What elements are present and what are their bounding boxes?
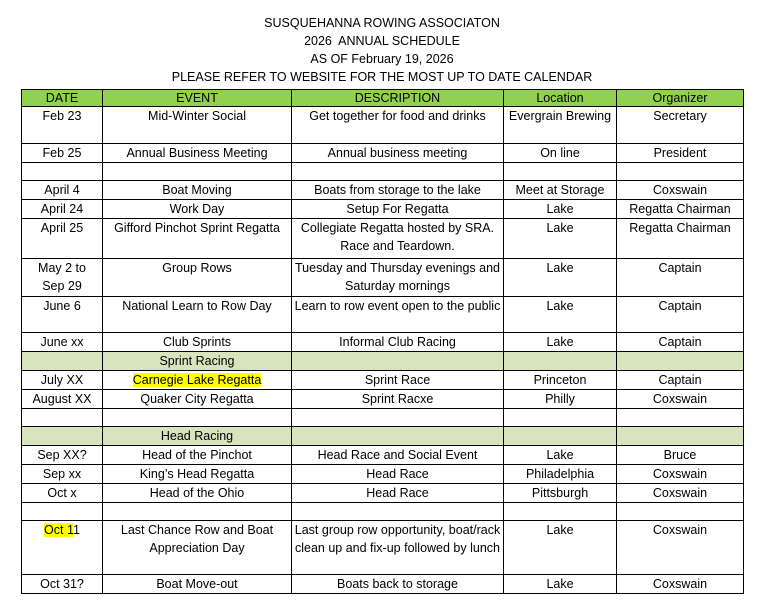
- col-header-event: EVENT: [103, 90, 292, 107]
- cell-empty: [504, 427, 617, 446]
- cell-location: Lake: [504, 333, 617, 352]
- cell-event: Annual Business Meeting: [103, 144, 292, 163]
- cell-organizer: Coxswain: [617, 465, 744, 484]
- table-row: [22, 390, 744, 409]
- highlighted-date: Oct 1: [44, 523, 73, 537]
- cell-date: May 2 to Sep 29: [22, 259, 103, 297]
- table-row: [22, 259, 744, 297]
- cell-event: Quaker City Regatta: [103, 390, 292, 409]
- table-row: [22, 575, 744, 594]
- cell-event: Boat Moving: [103, 181, 292, 200]
- table-row: [22, 333, 744, 352]
- blank-row: [22, 163, 744, 181]
- cell-empty: [103, 503, 292, 521]
- cell-empty: [292, 503, 504, 521]
- cell-empty: [22, 409, 103, 427]
- cell-organizer: Captain: [617, 371, 744, 390]
- cell-location: Lake: [504, 200, 617, 219]
- cell-date: July XX: [22, 371, 103, 390]
- cell-description: Last group row opportunity, boat/rack clean up and fix-up followed by lunch: [292, 521, 504, 575]
- cell-empty: [617, 503, 744, 521]
- cell-empty: [617, 352, 744, 371]
- col-header-organizer: Organizer: [617, 90, 744, 107]
- cell-empty: [504, 409, 617, 427]
- cell-event: Head of the Ohio: [103, 484, 292, 503]
- cell-empty: [22, 163, 103, 181]
- blank-row: [22, 409, 744, 427]
- cell-event: Last Chance Row and Boat Appreciation Day: [103, 521, 292, 575]
- table-row: [22, 297, 744, 333]
- cell-location: Meet at Storage: [504, 181, 617, 200]
- cell-location: Pittsburgh: [504, 484, 617, 503]
- website-notice: PLEASE REFER TO WEBSITE FOR THE MOST UP TO DATE CALENDAR: [171, 70, 593, 84]
- cell-empty: [617, 163, 744, 181]
- date-suffix: 1: [73, 523, 80, 537]
- cell-location: Philly: [504, 390, 617, 409]
- cell-empty: [22, 427, 103, 446]
- table-row: [22, 219, 744, 259]
- cell-location: Lake: [504, 219, 617, 259]
- cell-organizer: Coxswain: [617, 390, 744, 409]
- as-of-date: AS OF February 19, 2026: [310, 52, 454, 66]
- table-row: [22, 446, 744, 465]
- cell-organizer: Bruce: [617, 446, 744, 465]
- cell-location: Lake: [504, 521, 617, 575]
- cell-description: Get together for food and drinks: [292, 107, 504, 144]
- cell-description: Sprint Racxe: [292, 390, 504, 409]
- cell-description: Collegiate Regatta hosted by SRA. Race and Teardown.: [292, 219, 504, 259]
- cell-empty: [292, 427, 504, 446]
- cell-empty: [292, 352, 504, 371]
- cell-empty: [103, 409, 292, 427]
- cell-description: Learn to row event open to the public: [292, 297, 504, 333]
- table-row: [22, 107, 744, 144]
- cell-empty: [22, 352, 103, 371]
- table-row: [22, 144, 744, 163]
- cell-event: King’s Head Regatta: [103, 465, 292, 484]
- section-label: Head Racing: [103, 427, 292, 446]
- table-row: [22, 521, 744, 575]
- cell-organizer: Regatta Chairman: [617, 219, 744, 259]
- cell-location: Princeton: [504, 371, 617, 390]
- cell-event: Group Rows: [103, 259, 292, 297]
- cell-date: April 25: [22, 219, 103, 259]
- cell-organizer: Coxswain: [617, 181, 744, 200]
- org-title: SUSQUEHANNA ROWING ASSOCIATON: [264, 16, 500, 30]
- col-header-date: DATE: [22, 90, 103, 107]
- cell-empty: [617, 409, 744, 427]
- cell-empty: [617, 427, 744, 446]
- cell-location: Lake: [504, 575, 617, 594]
- cell-organizer: President: [617, 144, 744, 163]
- table-row: [22, 181, 744, 200]
- cell-date: August XX: [22, 390, 103, 409]
- cell-empty: [292, 163, 504, 181]
- schedule-table: [21, 89, 744, 594]
- cell-organizer: Captain: [617, 333, 744, 352]
- cell-description: Head Race: [292, 484, 504, 503]
- cell-description: Setup For Regatta: [292, 200, 504, 219]
- cell-date: April 24: [22, 200, 103, 219]
- table-row: [22, 484, 744, 503]
- cell-date: Feb 23: [22, 107, 103, 144]
- cell-date: Sep XX?: [22, 446, 103, 465]
- cell-event: Gifford Pinchot Sprint Regatta: [103, 219, 292, 259]
- cell-event: Mid-Winter Social: [103, 107, 292, 144]
- section-row-sprint-racing: [22, 352, 744, 371]
- cell-description: Head Race and Social Event: [292, 446, 504, 465]
- cell-description: Sprint Race: [292, 371, 504, 390]
- table-header-row: [22, 90, 744, 107]
- cell-empty: [103, 163, 292, 181]
- cell-date: Sep xx: [22, 465, 103, 484]
- cell-event: [103, 371, 292, 390]
- schedule-subtitle: 2026 ANNUAL SCHEDULE: [304, 34, 460, 48]
- highlighted-event: Carnegie Lake Regatta: [132, 373, 262, 387]
- cell-empty: [504, 352, 617, 371]
- cell-empty: [504, 163, 617, 181]
- cell-organizer: Coxswain: [617, 575, 744, 594]
- cell-organizer: Secretary: [617, 107, 744, 144]
- cell-description: Informal Club Racing: [292, 333, 504, 352]
- cell-location: Evergrain Brewing: [504, 107, 617, 144]
- cell-event: Work Day: [103, 200, 292, 219]
- cell-date: Oct x: [22, 484, 103, 503]
- cell-location: On line: [504, 144, 617, 163]
- document-header: [0, 14, 764, 84]
- cell-empty: [292, 409, 504, 427]
- cell-organizer: Captain: [617, 259, 744, 297]
- cell-location: Philadelphia: [504, 465, 617, 484]
- cell-empty: [22, 503, 103, 521]
- col-header-location: Location: [504, 90, 617, 107]
- cell-description: Tuesday and Thursday evenings and Saturday mornings: [292, 259, 504, 297]
- blank-row: [22, 503, 744, 521]
- cell-organizer: Coxswain: [617, 521, 744, 575]
- cell-description: Annual business meeting: [292, 144, 504, 163]
- cell-location: Lake: [504, 297, 617, 333]
- col-header-description: DESCRIPTION: [292, 90, 504, 107]
- cell-date: June xx: [22, 333, 103, 352]
- cell-event: Boat Move-out: [103, 575, 292, 594]
- section-row-head-racing: [22, 427, 744, 446]
- cell-date: April 4: [22, 181, 103, 200]
- cell-organizer: Regatta Chairman: [617, 200, 744, 219]
- cell-event: Club Sprints: [103, 333, 292, 352]
- cell-organizer: Captain: [617, 297, 744, 333]
- table-row: [22, 200, 744, 219]
- cell-description: Head Race: [292, 465, 504, 484]
- cell-description: Boats from storage to the lake: [292, 181, 504, 200]
- table-row: [22, 465, 744, 484]
- cell-description: Boats back to storage: [292, 575, 504, 594]
- cell-event: National Learn to Row Day: [103, 297, 292, 333]
- table-row: [22, 371, 744, 390]
- cell-organizer: Coxswain: [617, 484, 744, 503]
- cell-location: Lake: [504, 259, 617, 297]
- cell-date: Feb 25: [22, 144, 103, 163]
- cell-location: Lake: [504, 446, 617, 465]
- cell-date: Oct 31?: [22, 575, 103, 594]
- cell-event: Head of the Pinchot: [103, 446, 292, 465]
- section-label: Sprint Racing: [103, 352, 292, 371]
- cell-date: June 6: [22, 297, 103, 333]
- cell-date: [22, 521, 103, 575]
- cell-empty: [504, 503, 617, 521]
